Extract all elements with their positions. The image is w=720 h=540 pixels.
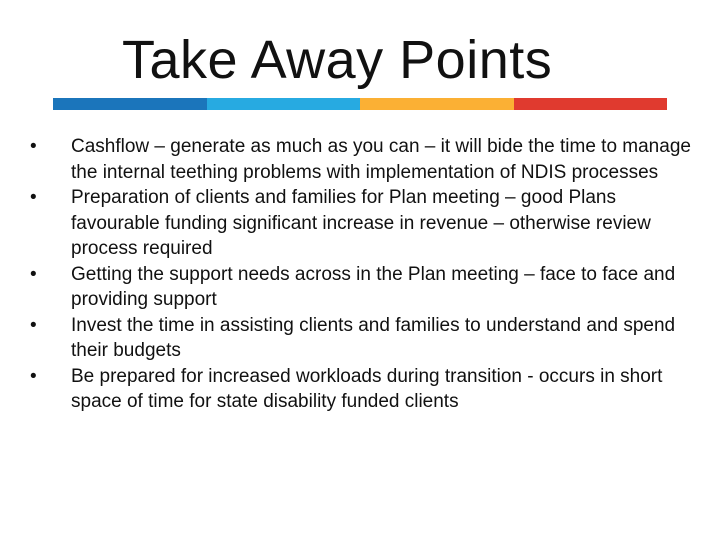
bullet-item	[30, 313, 698, 364]
bullet-text: Getting the support needs across in the Plan meeting – face to face and providing support	[71, 263, 676, 310]
bullet-item	[30, 364, 698, 415]
color-bar-segment-blue	[53, 98, 207, 110]
bullet-dot: •	[30, 365, 37, 387]
bullet-text: Be prepared for increased workloads during transition - occurs in short space of time for state disability funded clients	[71, 365, 663, 412]
title-underline-color-bar	[53, 98, 667, 110]
bullet-text: Invest the time in assisting clients and families to understand and spend their budgets	[71, 314, 676, 361]
bullet-dot: •	[30, 314, 37, 336]
bullet-text: Preparation of clients and families for Plan meeting – good Plans favourable funding significant increase in revenue – otherwise review process required	[71, 187, 651, 259]
slide-title: Take Away Points	[122, 30, 553, 90]
color-bar-segment-red	[514, 98, 668, 110]
bullet-list	[30, 134, 698, 415]
bullet-item	[30, 262, 698, 313]
bullet-dot: •	[30, 263, 37, 285]
bullet-dot: •	[30, 187, 37, 208]
bullet-item	[30, 134, 698, 185]
bullet-dot: •	[30, 136, 37, 157]
color-bar-segment-yellow	[360, 98, 514, 110]
color-bar-segment-light-blue	[207, 98, 361, 110]
bullet-text: Cashflow – generate as much as you can – it will bide the time to manage the internal teething problems with implementation of NDIS processes	[71, 136, 691, 183]
bullet-item	[30, 185, 698, 262]
